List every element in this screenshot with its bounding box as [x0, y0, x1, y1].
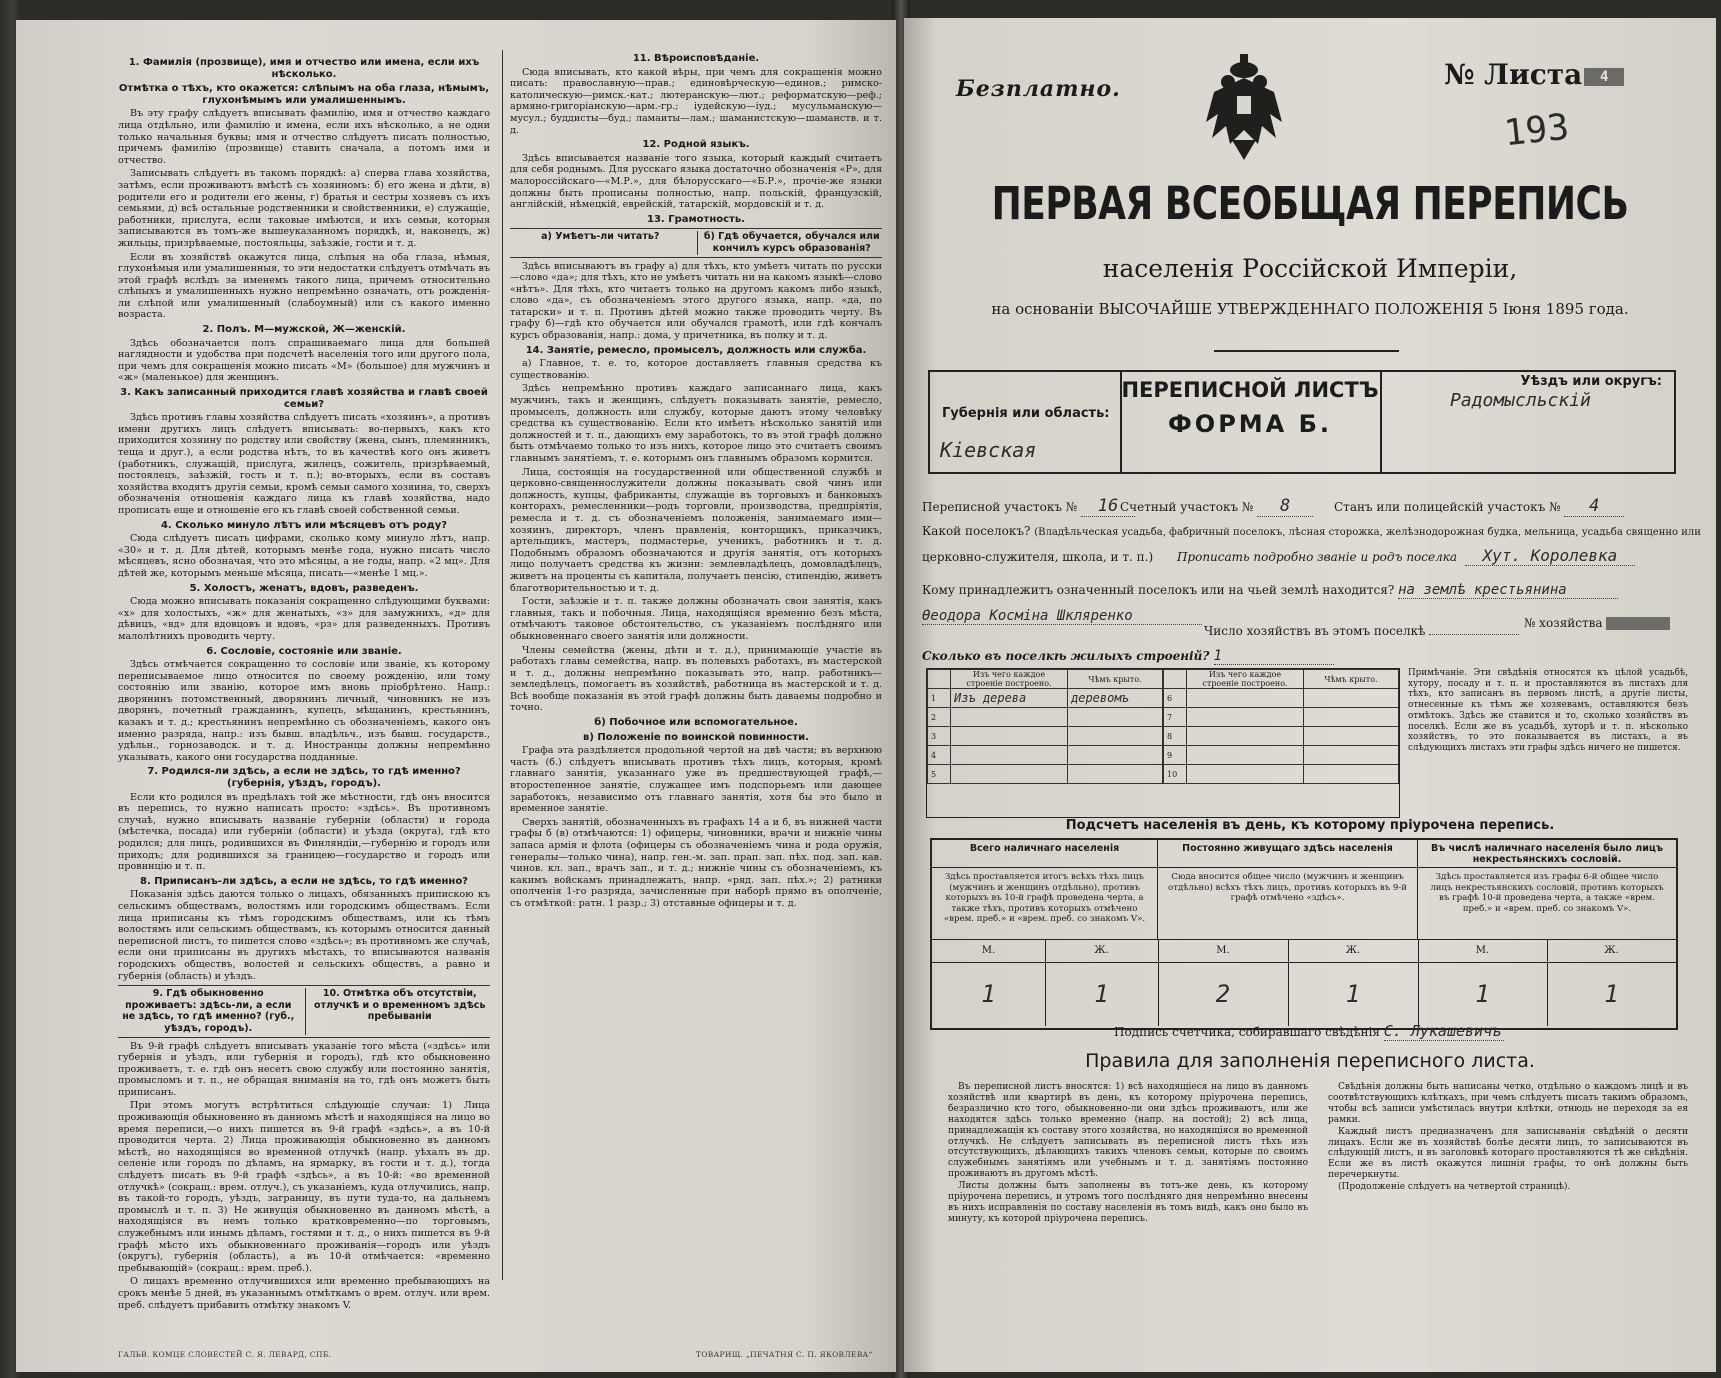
building-cell-n: 3: [928, 727, 951, 746]
building-cell-mat: [1187, 708, 1304, 727]
stan-value: 4: [1564, 496, 1624, 517]
building-cell-roof: [1304, 727, 1399, 746]
households-field: [1204, 624, 1519, 638]
instruction-paragraph: При этомъ могутъ встрѣтиться слѣдующіе случаи: 1) Лица проживающія обыкновенно въ данномъ мѣстѣ и находящіяся на лицо во время переписи,—о нихъ пишется въ 9-й графѣ «здѣсь», а въ 10-й проводится черта. 2) Лица проживающія обыкновенно въ данномъ мѣстѣ, но находящіяся во временной отлучкѣ (напр. уѣхалъ въ др. селеніе или городъ по дѣламъ, на ярмарку, въ гости и т. д.), тогда слѣдуетъ писать въ 9-й графѣ «здѣсь», а въ 10-й: «во временной отлучкѣ» (сокращ.: врем. отлуч.), съ указаніемъ, куда отлучились, напр. въ такой-то городъ, уѣздъ, заграницу, въ пути туда-то, на дальнемъ промыслѣ и т. п. 3) Не живущія обыкновенно въ данномъ мѣстѣ, а находящіяся въ немъ только кратковременно—по торговымъ, служебнымъ или инымъ дѣламъ, гостями и т. д., о нихъ пишется въ 9-й графѣ мѣсто ихъ обыкновеннаго проживанія—городъ или уѣздъ (округъ), губернія (область), а въ 10-й отмѣчается: «временно пребывающій» (сокращ.: врем. преб.).: [118, 1100, 490, 1274]
rule-paragraph: Въ переписной листъ вносятся: 1) всѣ находящіеся на лицо въ данномъ хозяйствѣ или квартирѣ въ день, къ которому пріурочена перепись, безразлично кто того, обыкновенно-ли они здѣсь проживаютъ, или же находятся здѣсь только временно (напр. на постой); 2) всѣ лица, принадлежащія къ составу этого хозяйства, но находящіяся во временной отлучкѣ. Не слѣдуетъ записывать въ переписной листъ тѣхъ изъ отсутствующихъ, дѣлающихъ такихъ членовъ семьи, которые по своимъ служебнымъ занятіямъ или учебнымъ и т. д. занятіямъ постоянно проживаютъ въ другомъ мѣстѣ.: [948, 1082, 1308, 1180]
archive-stamp-number: 193: [1502, 106, 1571, 155]
instruction-heading: 14. Занятіе, ремесло, промыселъ, должность или служба.: [525, 344, 867, 356]
owner-value-2: Ѳеодора Косміна Шкляренко: [922, 608, 1202, 625]
district-field: [922, 496, 1135, 517]
households-label: Число хозяйствъ въ этомъ поселкѣ: [1204, 624, 1426, 638]
instruction-paragraph: Сюда слѣдуетъ писать цифрами, сколько кому минуло лѣтъ, напр. «30» и т. д. Для дѣтей, которымъ менѣе года, нужно писать число мѣсяцевъ, ясно обозначая, что это мѣсяцы, а не годы, напр. «2 мц». Для дѣтей же, которымъ меньше мѣсяца, писать—«менѣе 1 мц.».: [118, 533, 490, 579]
instruction-heading: 4. Сколько минуло лѣтъ или мѣсяцевъ отъ роду?: [160, 519, 448, 531]
instruction-heading: 1. Фамилія (прозвище), имя и отчество или имена, если ихъ нѣсколько.: [128, 57, 480, 80]
households-value: [1429, 634, 1519, 635]
split-heading-part: б) Гдѣ обучается, обучался или кончилъ курсъ образованія?: [697, 231, 883, 254]
instruction-paragraph: Лица, состоящія на государственной или общественной службѣ и церковно-священнослужители должны показывать свой чинъ или должность, купцы, фабриканты, служащіе въ торговыхъ и банковыхъ конторахъ, ремесленники—родъ торговли, производства, предпріятія, ремесла и т. д. съ обозначеніемъ положенія, занимаемаго ими—хозяинъ, директоръ, членъ правленія, конторщикъ, приказчикъ, артельщикъ, мастеръ, подмастерье, ученикъ, работникъ и т. д. Подобнымъ образомъ обозначаются и другія занятія, отъ которыхъ лицо получаетъ средства къ жизни: землевладѣлецъ, домовладѣлецъ, живетъ на проценты съ капитала, получаетъ пенсію, стипендію, живетъ благотворительностью и т. д.: [510, 466, 882, 594]
instruction-paragraph: Здѣсь вписываютъ въ графу а) для тѣхъ, кто умѣетъ читать по русски—слово «да»; для тѣхъ, кто не умѣетъ читать ни на какомъ языкѣ—слово «нѣтъ». Для тѣхъ, кто читаетъ только на другомъ какомъ либо языкѣ, слово «да», съ обозначеніемъ этого другого языка, напр. «да, по татарски» и т. п. Противъ дѣтей можно также проводить черту. Въ графу б)—гдѣ кто обучается или обучался грамотѣ, или гдѣ кончалъ курсъ образованія, напр.: дома, у причетника, въ полку и т. д.: [510, 260, 882, 342]
title-rule: [1214, 350, 1399, 352]
sheet-number-value: 4: [1584, 68, 1624, 86]
instruction-paragraph: Если въ хозяйствѣ окажутся лица, слѣпыя на оба глаза, нѣмыя, глухонѣмыя или умалишенныя, то эти недостатки слѣдуетъ отмѣчать въ этой графѣ вслѣдъ за именемъ такого лица, причемъ относительно слѣпыхъ и умалишенныхъ нужно непремѣнно означать, отъ рожденія-ли слѣпой или умалишенный (слабоумный) или съ какого именно возраста.: [118, 251, 490, 321]
instruction-heading: 5. Холостъ, женатъ, вдовъ, разведенъ.: [189, 582, 419, 594]
building-cell-mat: [951, 708, 1068, 727]
instruction-paragraph: О лицахъ временно отлучившихся или временно пребывающихъ на срокъ менѣе 5 дней, въ указаннымъ отмѣткамъ о врем. отлуч. или врем. преб. слѣдуетъ прибавить отмѣтку знакомъ V.: [118, 1276, 490, 1311]
building-cell-n: 8: [1164, 727, 1187, 746]
instruction-paragraph: Гости, заѣзжіе и т. п. также должны обозначать свои занятія, какъ главныя, такъ и побочныя. Лица, находящіяся временно безъ мѣста, отмѣчаютъ таковое обстоятельство, съ указаніемъ послѣдняго или обыкновеннаго своего занятія или должности.: [510, 596, 882, 642]
pop-perm-f: 1: [1288, 962, 1419, 1026]
signature-value: С. Лукашевичъ: [1384, 1022, 1504, 1041]
building-cell-roof: [1304, 708, 1399, 727]
instruction-heading: 7. Родился-ли здѣсь, а если не здѣсь, то гдѣ именно? (губернія, уѣздъ, городъ).: [147, 766, 461, 790]
sheet-type-title: ПЕРЕПИСНОЙ ЛИСТЪ: [1121, 378, 1379, 402]
buildings-head-material: Изъ чего каждое строеніе построено.: [951, 670, 1068, 689]
pop-noncrest-f: 1: [1604, 980, 1619, 1008]
pop-m-1: М.: [932, 940, 1046, 963]
instruction-paragraph: Показанія здѣсь даются только о лицахъ, обязанныхъ припискою къ сельскимъ обществамъ, волостямъ или городскимъ обществамъ. Если лица приписаны къ тѣмъ городскимъ обществамъ, или къ тѣмъ волостямъ или сельскимъ обществамъ, къ которымъ относится данный переписной листъ, то пишется слово «здѣсь»; въ противномъ же случаѣ, если они приписаны въ другихъ мѣстахъ, то вписываются названія городскихъ обществъ, волостей и сельскихъ обществъ, а равно и губернія (область) и уѣздъ.: [118, 889, 490, 982]
settlement-hint-b: церковно-служителя, школа, и т. п.): [922, 550, 1154, 564]
instructions-column-1: [118, 54, 490, 1313]
instruction-heading: в) Положеніе по воинской повинности.: [583, 731, 809, 743]
population-table: [930, 838, 1678, 1030]
pop-f-2: Ж.: [1288, 940, 1419, 963]
pop-desc-permanent: Сюда вносится общее число (мужчинъ и женщинъ отдѣльно) всѣхъ тѣхъ лицъ, противъ которыхъ въ 9-й графѣ отмѣчено «здѣсь».: [1158, 868, 1418, 940]
instruction-paragraph: Члены семейства (жены, дѣти и т. д.), принимающіе участіе въ работахъ главы семейства, напр. въ полевыхъ работахъ, въ мастерской и т. д., должны непремѣнно показывать это, напр. работникъ—земледѣлецъ, помогаетъ въ хозяйствѣ, работница въ мастерской и т. д. Всѣ вообще показанія въ этой графѣ должны быть даваемы подробно и точно.: [510, 644, 882, 714]
pop-head-noncrest: Въ числѣ наличнаго населенія было лицъ некрестьянскихъ сословій.: [1418, 840, 1676, 868]
building-cell-mat: Изъ дерева: [951, 689, 1068, 708]
owner-label: Кому принадлежитъ означенный поселокъ или на чьей землѣ находится?: [922, 583, 1395, 597]
gubernia-value: Кіевская: [940, 438, 1037, 462]
sheet-type-cell: [1120, 372, 1382, 472]
instruction-heading: Отмѣтка о тѣхъ, кто окажется: слѣпымъ на оба глаза, нѣмымъ, глухонѣмымъ или умалишеннымъ.: [118, 83, 490, 106]
settlement-hint-line2: [922, 546, 1635, 566]
building-cell-n: 2: [928, 708, 951, 727]
free-label: Безплатно.: [956, 76, 1121, 102]
rule-paragraph: Свѣдѣнія должны быть написаны четко, отдѣльно о каждомъ лицѣ и въ соотвѣтствующихъ клѣткахъ, при чемъ слѣдуетъ писать такимъ образомъ, чтобы всѣ записи умѣстилась внутри клѣтки, отнюдь не переходя за ея рамки.: [1328, 1082, 1688, 1125]
rule-paragraph: (Продолженіе слѣдуетъ на четвертой страницѣ).: [1338, 1182, 1571, 1193]
instruction-paragraph: Здѣсь обозначается полъ спрашиваемаго лица для большей наглядности и удобства при подсчетѣ населенія того или другого пола, при чемъ для сокращенія можно писать «М» (большое) для мужчинъ и «ж» (маленькое) для женщинъ.: [118, 337, 490, 384]
settlement-label: Какой поселокъ?: [922, 524, 1031, 538]
building-cell-n: 4: [928, 746, 951, 765]
building-row: [928, 727, 1163, 746]
instruction-paragraph: а) Главное, т. е. то, которое доставляетъ главныя средства къ существованію.: [510, 358, 882, 381]
split-heading-part: 10. Отмѣтка объ отсутствіи, отлучкѣ и о временномъ здѣсь пребываніи: [305, 988, 491, 1034]
pop-desc-noncrest: Здѣсь проставляется изъ графы 6-й общее число лицъ некрестьянскихъ сословій, противъ которыхъ въ графѣ 10-й проведена черта, а также «врем. преб.» и «врем. преб. со знакомъ V».: [1418, 868, 1676, 940]
building-row: [1164, 727, 1399, 746]
rule-paragraph: Листы должны быть заполнены въ тотъ-же день, къ которому пріурочена перепись, и утромъ того послѣдняго дня непремѣнно внесены въ нихъ исправленія по составу населенія въ томъ видѣ, какъ оно было въ минуту, къ которой пріурочена перепись.: [948, 1181, 1308, 1224]
sheet-header-box: [928, 370, 1676, 474]
pop-total-m: 1: [932, 962, 1046, 1026]
instruction-heading: 12. Родной языкъ.: [642, 139, 750, 151]
pop-head-total: Всего наличнаго населенія: [932, 840, 1158, 868]
district-value: 16: [1081, 496, 1135, 517]
building-row: [928, 708, 1163, 727]
sheet-number: [1444, 58, 1624, 91]
pop-perm-m: 2: [1158, 962, 1289, 1026]
uezd-label: Уѣздъ или округъ:: [1520, 374, 1662, 389]
buildings-field: [922, 648, 1334, 665]
instruction-paragraph: Сюда можно вписывать показанія сокращенно слѣдующими буквами: «х» для холостыхъ, «ж» для женатыхъ, «з» для замужнихъ, «д» для дѣвицъ, «вд» для вдовцовъ и вдовъ, «рз» для разведенныхъ. Противъ малолѣтнихъ проводить черту.: [118, 596, 490, 642]
pop-f-1: Ж.: [1045, 940, 1159, 963]
building-cell-roof: [1304, 746, 1399, 765]
split-heading-part: а) Умѣетъ-ли читать?: [541, 231, 660, 243]
pop-m-2: М.: [1158, 940, 1289, 963]
printer-imprint-right: ТОВАРИЩ. „ПЕЧАТНЯ С. П. ЯКОВЛЕВА“: [696, 1350, 873, 1359]
gubernia-cell: [930, 372, 1122, 472]
split-heading: [118, 985, 490, 1037]
split-heading-part: 9. Гдѣ обыкновенно проживаетъ: здѣсь-ли, а если не здѣсь, то гдѣ именно? (губ., уѣздъ, городъ).: [122, 988, 295, 1034]
buildings-head-roof: Чѣмъ крыто.: [1068, 670, 1163, 689]
building-cell-roof: [1068, 765, 1163, 784]
building-cell-mat: [1187, 689, 1304, 708]
instruction-heading: 13. Грамотность.: [647, 213, 745, 225]
building-row: [1164, 708, 1399, 727]
counting-label: Счетный участокъ №: [1120, 500, 1254, 514]
right-page: [904, 18, 1716, 1372]
instruction-paragraph: Если кто родился въ предѣлахъ той же мѣстности, гдѣ онъ вносится въ перепись, то нужно написать просто: «здѣсь». Въ противномъ случаѣ, нужно вписывать названіе губерніи (области) и города (мѣстечка, посада) или губерніи (области) и уѣзда (округа), гдѣ кто родился; для лицъ, родившихся въ Финляндіи,—губернію и городъ или приходъ; для родившихся за границею—государство и городъ или провинцію и т. п.: [118, 791, 490, 873]
building-cell-roof: [1304, 689, 1399, 708]
column-divider: [502, 50, 503, 1280]
building-cell-n: 6: [1164, 689, 1187, 708]
pop-head-permanent: Постоянно живущаго здѣсь населенія: [1158, 840, 1418, 868]
stan-field: [1334, 496, 1624, 517]
signature-field: [1114, 1022, 1504, 1041]
building-row: [1164, 765, 1399, 784]
building-cell-roof: [1068, 708, 1163, 727]
building-cell-mat: [951, 746, 1068, 765]
legal-basis-text: ВЫСОЧАЙШЕ УТВЕРЖДЕННАГО ПОЛОЖЕНІЯ 5 Іюня 1895 года.: [1098, 300, 1629, 318]
counting-field: [1120, 496, 1313, 517]
imperial-eagle-emblem: [1204, 52, 1284, 168]
building-cell-mat: [1187, 727, 1304, 746]
building-cell-roof: [1304, 765, 1399, 784]
legal-basis-prefix: на основаніи: [991, 300, 1094, 318]
instruction-heading: 2. Полъ. М—мужской, Ж—женскій.: [202, 324, 406, 336]
sheet-form: ФОРМА Б.: [1167, 410, 1332, 438]
building-row: [1164, 689, 1399, 708]
buildings-head-material-2: Изъ чего каждое строеніе построено.: [1187, 670, 1304, 689]
instruction-paragraph: Въ 9-й графѣ слѣдуетъ вписывать указаніе того мѣста («здѣсь» или губернія и уѣздъ, или губернія и городъ), гдѣ кто обыкновенно проживаетъ, т. е. гдѣ онъ несетъ свою службу или постоянно занятія, промысломъ и т. п., не обращая вниманія на то, гдѣ онъ можетъ быть приписанъ.: [118, 1040, 490, 1098]
uezd-value: Радомысльскій: [1450, 390, 1591, 411]
stan-label: Станъ или полицейскій участокъ №: [1334, 500, 1561, 514]
census-subtitle: населенія Россійской Имперіи,: [1102, 254, 1518, 283]
household-no-value: [1606, 617, 1670, 630]
pop-f-3: Ж.: [1547, 940, 1676, 963]
building-cell-n: 9: [1164, 746, 1187, 765]
pop-noncrest-m: 1: [1418, 962, 1548, 1026]
building-cell-n: 1: [928, 689, 951, 708]
split-heading: [510, 228, 882, 257]
settlement-hint-c: Прописать подробно званіе и родъ поселка: [1176, 550, 1458, 564]
household-no-field: [1524, 616, 1670, 630]
pop-total-f: 1: [1045, 962, 1159, 1026]
building-row: [928, 746, 1163, 765]
instruction-paragraph: Записывать слѣдуетъ въ такомъ порядкѣ: а) сперва глава хозяйства, затѣмъ, если проживаютъ вмѣстѣ съ хозяиномъ: б) его жена и дѣти, в) родители его и родители его жены, г) братья и сестры хозяевъ съ ихъ семьями, д) всѣ остальные родственники и свойственники, е) служащіе, работники, прислуга, если таковые имѣются, и ихъ семьи, которыя записываются въ томъ-же вышеуказанномъ порядкѣ, и, наконецъ, ж) жильцы, призрѣваемые, постояльцы, заѣзжіе, гости и т. д.: [118, 168, 490, 249]
left-page: [16, 20, 896, 1372]
rules-title: Правила для заполненія переписного листа.: [1085, 1050, 1535, 1072]
instruction-paragraph: Здѣсь отмѣчается сокращенно то сословіе или званіе, къ которому переписываемое лицо относится по своему рожденію, или тому состоянію или званію, которое имъ вновь пріобрѣтено. Напр.: дворянинъ потомственный, дворянинъ личный, чиновникъ не изъ дворянъ, почетный гражданинъ, купецъ, мѣщанинъ, крестьянинъ, казакъ и т. д.; крестьянинъ непремѣнно съ обозначеніемъ, какого онъ именно разряда, напр.: изъ бывш. владѣльч., изъ бывш. государств., удѣльн., горнозаводск. и т. д. Иностранцы должны непремѣнно указывать, какого они государства подданные.: [118, 659, 490, 763]
printer-imprint-left: ГАЛЬВ. КОМЦЕ СЛОВЕСТЕЙ С. Я. ЛЕВАРД, СПБ.: [118, 1350, 332, 1359]
owner-value-1: на землѣ крестьянина: [1398, 582, 1618, 599]
building-cell-mat: [951, 727, 1068, 746]
instruction-paragraph: Сверхъ занятій, обозначенныхъ въ графахъ 14 а и б, въ нижней части графы б (в) отмѣчаются: 1) офицеры, чиновники, врачи и нижніе чины запаса армія и флота (офицеры съ обозначеніемъ чина и рода оружія, генералы—только чина), напр. ген.-м. зап. прап. зап. пѣх. под. зап. кав. чинов. кл. зап., врачъ зап., и т. д.; нижніе чины съ обозначеніемъ, къ какимъ войскамъ принадлежатъ, напр. «ряд. зап. пѣх.»; 2) ратники ополченія 1-го разряда, зачисленные при наборѣ прямо въ ополченіе, съ отмѣткой: ратн. 1 разр.; 3) отставные офицеры и т. д.: [510, 816, 882, 909]
building-cell-n: 10: [1164, 765, 1187, 784]
instruction-heading: 8. Приписанъ-ли здѣсь, а если не здѣсь, то гдѣ именно?: [140, 875, 468, 887]
instruction-heading: 3. Какъ записанный приходится главѣ хозяйства и главѣ своей семьи?: [120, 387, 488, 410]
instructions-column-2: [510, 50, 882, 912]
instruction-heading: 11. Вѣроисповѣданіе.: [632, 53, 760, 64]
population-title: Подсчетъ населенія въ день, къ которому пріурочена перепись.: [1065, 818, 1555, 833]
district-label: Переписной участокъ №: [922, 500, 1078, 514]
building-row: [1164, 746, 1399, 765]
census-title: ПЕРВАЯ ВСЕОБЩАЯ ПЕРЕПИСЬ: [991, 178, 1629, 231]
gubernia-label: Губернія или область:: [942, 406, 1110, 421]
uezd-cell: [1380, 372, 1674, 472]
owner-field-line2: [922, 608, 1202, 625]
owner-field: [922, 582, 1618, 599]
building-row: [928, 689, 1163, 708]
instruction-paragraph: Здѣсь вписывается названіе того языка, который каждый считаетъ для себя роднымъ. Для русскаго языка достаточно обозначенія «Р», для малороссійскаго—«М.Р.», для бѣлорусскаго—«Б.Р.», прочіе-же языки должны быть прописаны полностью, напр. польскій, французскій, англійскій, нѣмецкій, еврейскій, татарскій, мордовскій и т. д.: [510, 152, 882, 211]
buildings-note: Примѣчаніе. Эти свѣдѣнія относятся къ цѣлой усадьбѣ, хутору, посаду и т. п. и проставляются въ листахъ для тѣхъ, кто записанъ въ первомъ листѣ, а другіе листы, отнесенные къ тѣмъ же хозяевамъ, оставляются безъ отмѣтокъ. Здѣсь же ставится и то, сколько хозяйствъ въ поселкѣ. Если же въ усадьбѣ, хуторѣ и т. п. нѣсколько хозяйствъ, то это показывается въ листахъ, а въ слѣдующихъ листахъ эти графы здѣсь ничего не пишется.: [1408, 668, 1688, 753]
counting-value: 8: [1257, 496, 1313, 517]
building-cell-mat: [951, 765, 1068, 784]
signature-label: Подпись счетчика, собиравшаго свѣдѣнія: [1114, 1025, 1380, 1039]
instruction-heading: б) Побочное или вспомогательное.: [594, 717, 798, 729]
buildings-table-right: [1163, 669, 1399, 784]
building-cell-roof: деревомъ: [1068, 689, 1163, 708]
rule-paragraph: Каждый листъ предназначенъ для записыванія свѣдѣній о десяти лицахъ. Если же въ хозяйствѣ болѣе десяти лицъ, то записываются въ слѣдующій листъ, и въ заголовкѣ котораго проставляются тѣ же свѣдѣнія. Если же въ листѣ окажутся лишнія графы, то онѣ должны быть перечеркнуты.: [1328, 1126, 1688, 1181]
buildings-table-left: [927, 669, 1163, 784]
pop-m-3: М.: [1418, 940, 1548, 963]
instruction-paragraph: Сюда вписывать, кто какой вѣры, при чемъ для сокращенія можно писать: православную—прав.; единовѣрческую—единов.; римско-католическую—римск.-кат.; лютеранскую—лют.; реформатскую—реф.; армяно-григоріанскую—арм.-гр.; іудейскую—іуд.; мусульманскую—мусул.; буддисты—буд.; ламаиты—лам.; шаманистскую—шаманств. и т. д.: [510, 66, 882, 136]
building-cell-roof: [1068, 746, 1163, 765]
buildings-label: Сколько въ поселкѣ жилыхъ строеній?: [922, 649, 1210, 663]
settlement-value: Хут. Королевка: [1465, 546, 1635, 566]
building-row: [928, 765, 1163, 784]
instruction-heading: 6. Сословіе, состояніе или званіе.: [206, 645, 402, 657]
instruction-paragraph: Въ эту графу слѣдуетъ вписывать фамилію, имя и отчество каждаго лица отдѣльно, или фамилію и имена, если ихъ нѣсколько, а не одни только начальныя буквы; имя и отчество слѣдуетъ писать полностью, причемъ фамилію (прозвище) ставить сначала, а потомъ имя и отчество.: [118, 108, 490, 166]
settlement-field: [922, 524, 1701, 538]
instruction-paragraph: Здѣсь противъ главы хозяйства слѣдуетъ писать «хозяинъ», а противъ имени другихъ лицъ слѣдуетъ вписывать: во-первыхъ, какъ кто приходится хозяину по родству или свойству (жена, сынъ, племянникъ, теща и друг.), а если родства нѣтъ, то въ качествѣ кого онъ живетъ (работникъ, служащій, прислуга, жилецъ, сожитель, призрѣваемый, постоялецъ, заѣзжій, гость и т. п.); во-вторыхъ, если въ составъ хозяйства входятъ другія семьи, кромѣ семьи самого хозяина, то, сверхъ обозначенія отношенія каждаго лица къ главѣ хозяйства, надо прописать еще и отношеніе его къ главѣ своей собственной семьи.: [118, 412, 490, 516]
buildings-value: 1: [1214, 648, 1334, 665]
building-cell-n: 7: [1164, 708, 1187, 727]
rules-column-1: [948, 1082, 1308, 1226]
building-cell-n: 5: [928, 765, 951, 784]
rules-column-2: [1328, 1082, 1688, 1194]
sheet-number-label: № Листа: [1444, 58, 1583, 91]
instruction-paragraph: Графа эта раздѣляется продольной чертой на двѣ части; въ верхнюю часть (б.) слѣдуетъ вписывать противъ тѣхъ лицъ, которыя, кромѣ главнаго занятія, указаннаго уже въ предшествующей графѣ,—второстепенное занятіе, служащее имъ подспорьемъ или дающее заработокъ, независимо отъ главнаго занятія, хотя бы это было и временное занятіе.: [510, 745, 882, 815]
building-cell-roof: [1068, 727, 1163, 746]
legal-basis: [904, 300, 1716, 318]
buildings-table: [926, 668, 1400, 818]
instruction-paragraph: Здѣсь непремѣнно противъ каждаго записаннаго лица, какъ мужчинъ, такъ и женщинъ, слѣдуетъ показывать занятіе, ремесло, промыселъ, должность или службу, которые даютъ этому человѣку средства къ существованію. Если кто имѣетъ нѣсколько занятій или должностей и т. п., дающихъ ему заработокъ, то въ этой графѣ должно быть отмѣчаемо только то изъ нихъ, которое лицо это считаетъ своимъ главнымъ занятіемъ, т. е. которымъ онъ главнымъ образомъ кормится.: [510, 383, 882, 464]
building-cell-mat: [1187, 765, 1304, 784]
building-cell-mat: [1187, 746, 1304, 765]
pop-desc-total: Здѣсь проставляется итогъ всѣхъ тѣхъ лицъ (мужчинъ и женщинъ отдѣльно), противъ которыхъ въ 10-й графѣ проведена черта, а также тѣхъ, противъ которыхъ отмѣчено «врем. преб.» и «врем. преб. со знакомъ V».: [932, 868, 1158, 940]
buildings-head-roof-2: Чѣмъ крыто.: [1304, 670, 1399, 689]
household-no-label: № хозяйства: [1524, 616, 1603, 630]
settlement-hint: (Владѣльческая усадьба, фабричный поселокъ, лѣсная сторожка, желѣзнодорожная будка, мельница, усадьба священно или: [1034, 527, 1701, 538]
